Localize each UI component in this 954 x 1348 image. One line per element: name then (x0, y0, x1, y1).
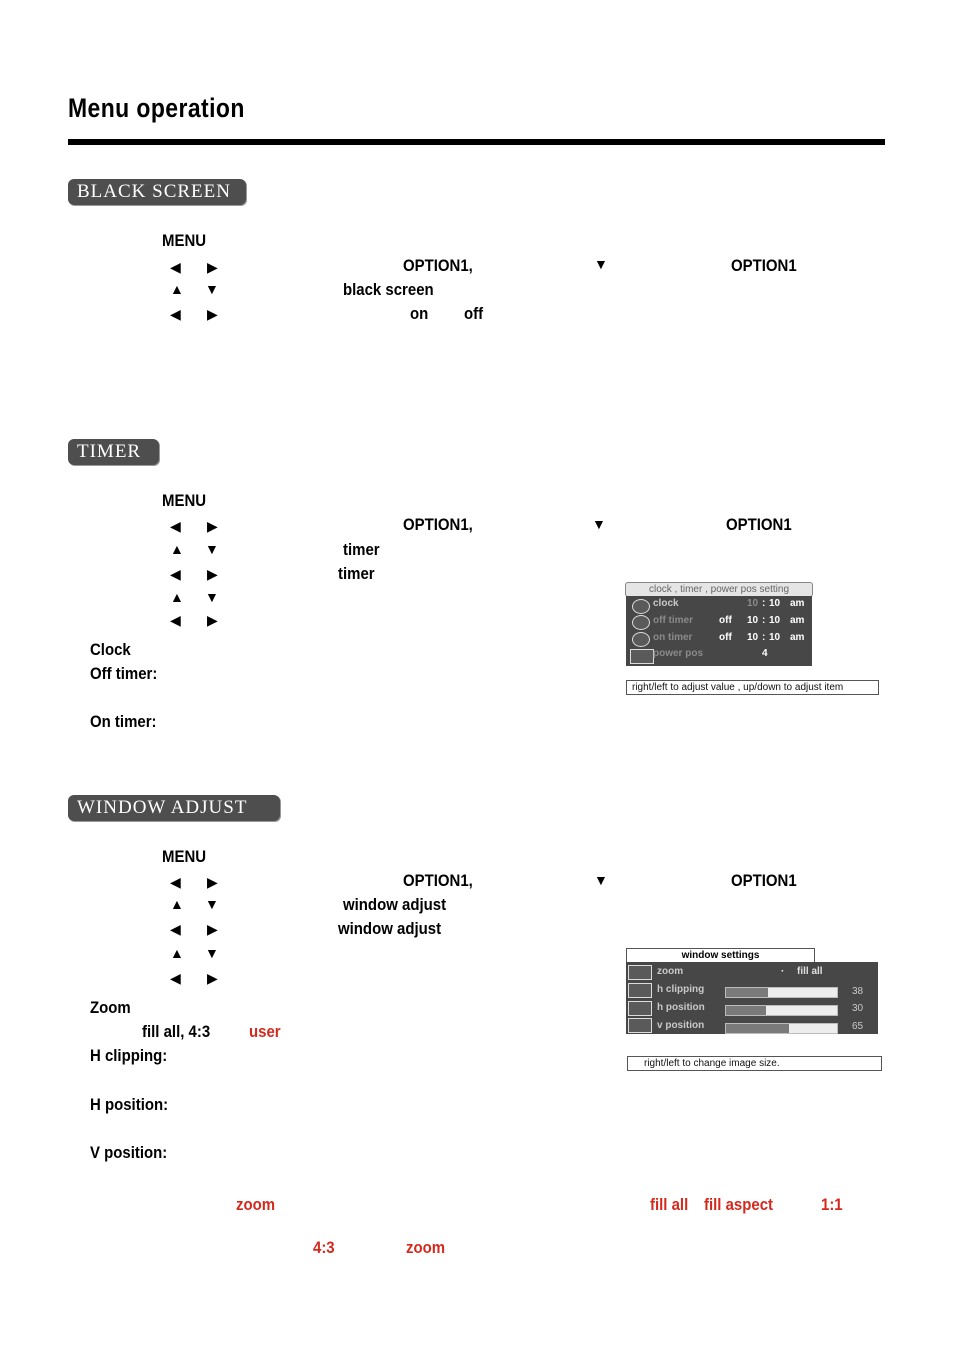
timer-osd-panel: clock 10 : 10 am off timer off 10 : 10 am on timer off 10 : 10 am power pos 4 (626, 596, 812, 666)
zoom-label: Zoom (90, 998, 131, 1017)
osd-clock-hh: 10 (747, 598, 759, 609)
note-zoom-2: zoom (406, 1238, 446, 1257)
note-zoom: zoom (236, 1195, 276, 1214)
clock-label: Clock (90, 640, 131, 659)
osd-on-timer-ampm: am (790, 632, 805, 643)
note-ratio: 1:1 (821, 1195, 843, 1214)
right-arrow-icon: ▶ (207, 306, 218, 322)
up-arrow-icon: ▲ (170, 945, 184, 961)
down-arrow-icon: ▼ (205, 541, 219, 557)
osd-off-timer-ampm: am (790, 615, 805, 626)
osd-h-position-label: h position (657, 1002, 705, 1013)
zoom-icon (628, 965, 652, 980)
left-arrow-icon: ◀ (170, 566, 181, 582)
window-adjust-heading: WINDOW ADJUST (68, 795, 280, 821)
right-arrow-icon: ▶ (207, 566, 218, 582)
clock-icon (632, 599, 650, 614)
timer-item: timer (343, 540, 380, 559)
left-arrow-icon: ◀ (170, 612, 181, 628)
window-osd-hint: right/left to change image size. (627, 1056, 882, 1071)
power-pos-icon (630, 649, 654, 664)
timer-osd-header: clock , timer , power pos setting (625, 582, 813, 597)
osd-clock-ampm: am (790, 598, 805, 609)
up-arrow-icon: ▲ (170, 281, 184, 297)
black-screen-heading: BLACK SCREEN (68, 179, 246, 205)
window-osd-header: window settings (626, 948, 815, 963)
osd-h-position-value: 30 (852, 1003, 864, 1014)
bs-option1-key-2: OPTION1 (731, 256, 797, 275)
osd-clock-label: clock (653, 598, 679, 609)
bs-on-value: on (410, 304, 429, 323)
left-arrow-icon: ◀ (170, 921, 181, 937)
h-position-icon (628, 1001, 652, 1016)
osd-on-timer-hh: 10 (747, 632, 759, 643)
left-arrow-icon: ◀ (170, 970, 181, 986)
h-clipping-icon (628, 983, 652, 998)
osd-on-timer-mm: 10 (769, 632, 781, 643)
osd-zoom-label: zoom (657, 966, 684, 977)
osd-clock-mm: 10 (769, 598, 781, 609)
osd-off-timer-state: off (719, 615, 732, 626)
wa-option1-key: OPTION1, (403, 871, 473, 890)
down-arrow-icon: ▼ (594, 256, 608, 272)
timer-item-2: timer (338, 564, 375, 583)
timer-option1-key-2: OPTION1 (726, 515, 792, 534)
up-arrow-icon: ▲ (170, 896, 184, 912)
note-fill-aspect: fill aspect (704, 1195, 774, 1214)
timer-osd-hint: right/left to adjust value , up/down to adjust item (626, 680, 879, 695)
bs-option1-key: OPTION1, (403, 256, 473, 275)
wa-item: window adjust (343, 895, 447, 914)
right-arrow-icon: ▶ (207, 921, 218, 937)
up-arrow-icon: ▲ (170, 541, 184, 557)
down-arrow-icon: ▼ (205, 589, 219, 605)
off-timer-icon (632, 615, 650, 630)
up-arrow-icon: ▲ (170, 589, 184, 605)
note-43: 4:3 (313, 1238, 335, 1257)
wa-item-2: window adjust (338, 919, 442, 938)
left-arrow-icon: ◀ (170, 259, 181, 275)
bs-menu-key: MENU (162, 231, 207, 250)
osd-power-pos-value: 4 (762, 648, 768, 659)
right-arrow-icon: ▶ (207, 259, 218, 275)
h-position-bar (725, 1005, 838, 1016)
timer-menu-key: MENU (162, 491, 207, 510)
osd-on-timer-state: off (719, 632, 732, 643)
page-title: Menu operation (68, 93, 245, 123)
osd-off-timer-mm: 10 (769, 615, 781, 626)
right-arrow-icon: ▶ (207, 518, 218, 534)
osd-h-clipping-value: 38 (852, 986, 864, 997)
osd-on-timer-label: on timer (653, 632, 693, 643)
timer-option1-key: OPTION1, (403, 515, 473, 534)
left-arrow-icon: ◀ (170, 874, 181, 890)
osd-off-timer-label: off timer (653, 615, 693, 626)
zoom-user-value: user (249, 1022, 281, 1041)
right-arrow-icon: ▶ (207, 970, 218, 986)
bs-item: black screen (343, 280, 434, 299)
osd-off-timer-hh: 10 (747, 615, 759, 626)
osd-h-clipping-label: h clipping (657, 984, 705, 995)
v-position-icon (628, 1018, 652, 1033)
down-arrow-icon: ▼ (205, 945, 219, 961)
right-arrow-icon: ▶ (207, 612, 218, 628)
osd-power-pos-label: power pos (653, 648, 704, 659)
osd-v-position-value: 65 (852, 1021, 864, 1032)
v-position-bar (725, 1023, 838, 1034)
left-arrow-icon: ◀ (170, 306, 181, 322)
h-clipping-label: H clipping: (90, 1046, 168, 1065)
title-rule (68, 139, 885, 145)
down-arrow-icon: ▼ (592, 516, 606, 532)
v-position-label: V position: (90, 1143, 168, 1162)
osd-zoom-value: fill all (797, 966, 823, 977)
wa-menu-key: MENU (162, 847, 207, 866)
left-arrow-icon: ◀ (170, 518, 181, 534)
down-arrow-icon: ▼ (205, 896, 219, 912)
zoom-values: fill all, 4:3 (142, 1022, 211, 1041)
note-fill-all: fill all (650, 1195, 689, 1214)
h-position-label: H position: (90, 1095, 169, 1114)
down-arrow-icon: ▼ (594, 872, 608, 888)
window-osd-panel: zoom · fill all h clipping 38 h position 30 v position 65 (626, 962, 878, 1034)
bs-off-value: off (464, 304, 484, 323)
right-arrow-icon: ▶ (207, 874, 218, 890)
off-timer-label: Off timer: (90, 664, 158, 683)
down-arrow-icon: ▼ (205, 281, 219, 297)
osd-v-position-label: v position (657, 1020, 705, 1031)
h-clipping-bar (725, 987, 838, 998)
on-timer-label: On timer: (90, 712, 157, 731)
timer-heading: TIMER (68, 439, 159, 465)
on-timer-icon (632, 632, 650, 647)
wa-option1-key-2: OPTION1 (731, 871, 797, 890)
